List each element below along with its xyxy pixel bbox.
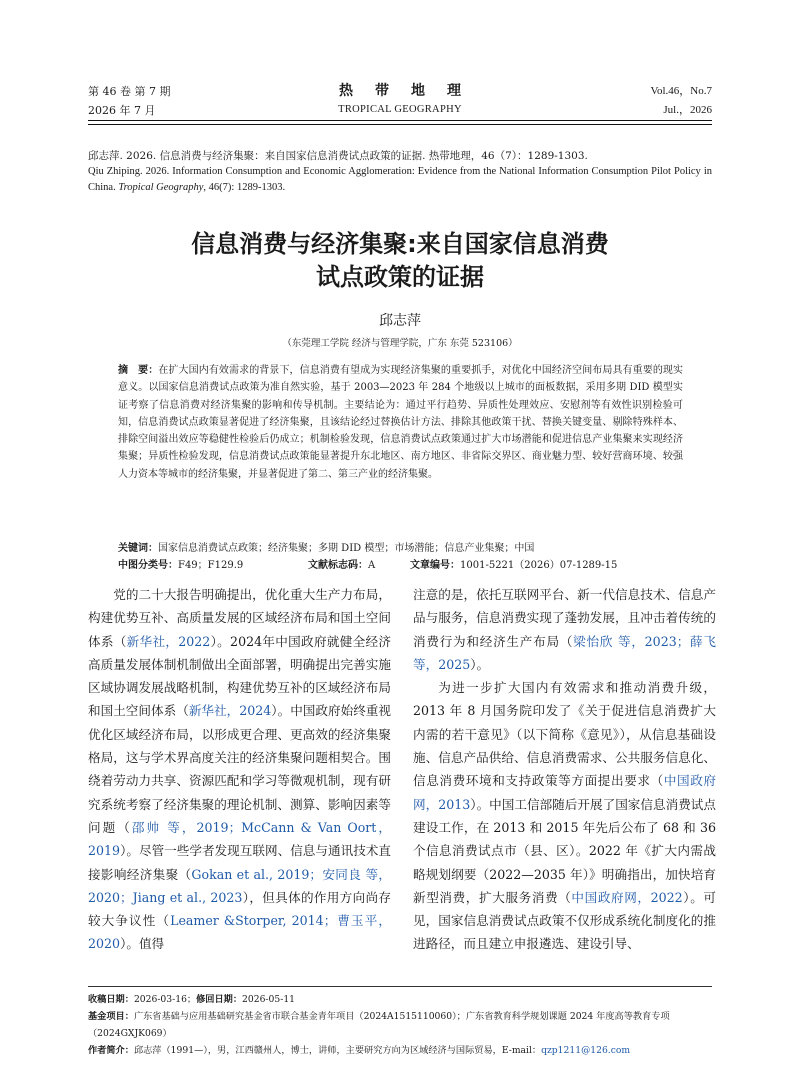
keywords-label: 关键词： <box>118 543 158 554</box>
abstract <box>118 362 683 483</box>
volume-issue-cn: 第 46 卷 第 7 期 <box>88 85 171 98</box>
header-right <box>650 82 712 120</box>
body-column-right <box>413 583 716 956</box>
journal-name-en: TROPICAL GEOGRAPHY <box>338 104 462 115</box>
body-text: ）。中国政府始终重视优化区域经济布局，以形成更合理、更高效的经济集聚格局，这与学术界高度关注的经济集聚问题相契合。围绕着劳动力共享、资源匹配和学习等微观机制，现有研究系统考察了经济集聚的理论机制、测算、影响因素等问题（ <box>88 703 391 835</box>
bio-label: 作者简介： <box>88 1045 134 1056</box>
reference-link[interactable]: 新华社，2024 <box>188 703 272 719</box>
received-label: 收稿日期： <box>88 994 134 1005</box>
doc-code-value: A <box>368 560 376 571</box>
citation-en <box>88 164 712 196</box>
body-text: 为进一步扩大国内有效需求和推动消费升级，2013 年 8 月国务院印发了《关于促进信息消费扩大内需的若干意见》（以下简称《意见》），从信息基础设施、信息产品供给、信息消费需求、公共服务信息化、信息消费环境和支持政策等方面提出要求（ <box>413 680 716 789</box>
citation-en-main: Qiu Zhiping. 2026. Information Consumption and Economic Agglomeration: Evidence from the National Information Consumption Pilot Policy in China. <box>88 166 712 193</box>
doc-code-label: 文献标志码： <box>308 560 368 571</box>
reference-link[interactable]: 邵帅 等，2019；McCann & Van Oort，2019 <box>88 819 392 859</box>
reference-link[interactable]: 新华社，2022 <box>126 633 211 649</box>
footnote-rule <box>88 986 712 987</box>
reference-link[interactable]: 中国政府网，2022 <box>571 889 683 905</box>
body-paragraph <box>413 676 716 956</box>
body-text: ）。尽管一些学者发现互联网、信息与通讯技术直接影响经济集聚（ <box>88 843 391 882</box>
body-paragraph <box>88 583 391 956</box>
article-number-value: 1001-5221（2026）07-1289-15 <box>460 560 618 571</box>
body-text: 注意的是，依托互联网平台、新一代信息技术、信息产品与服务，信息消费实现了蓬勃发展，且冲击着传统的消费行为和经济生产布局（ <box>413 587 716 649</box>
body-text: ）。可见，国家信息消费试点政策不仅形成系统化制度化的推进路径，而且建立申报遴选、建设引导、 <box>413 889 716 952</box>
clc-label: 中图分类号： <box>118 560 178 571</box>
footnote-funding <box>88 1008 712 1042</box>
body-text: 党的二十大报告明确提出，优化重大生产力布局，构建优势互补、高质量发展的区域经济布局和国土空间体系（ <box>88 587 391 649</box>
clc-value: F49；F129.9 <box>178 560 244 571</box>
abstract-text: 在扩大国内有效需求的背景下，信息消费有望成为实现经济集聚的重要抓手，对优化中国经济空间布局具有重要的现实意义。以国家信息消费试点政策为准自然实验，基于 2003—2023 年 284 个地级以上城市的面板数据，采用多期 DID 模型实证考察了信息消费对经济集聚的影响和传导机制。主要结论为：通过平行趋势、异质性处理效应、安慰剂等有效性识别检验可知，信息消费试点政策显著促进了经济集聚，且该结论经过替换估计方法、排除其他政策干扰、替换关键变量、剔除特殊样本、排除空间溢出效应等稳健性检验后仍成立；机制检验发现，信息消费试点政策通过扩大市场潜能和促进信息产业集聚来实现经济集聚；异质性检验发现，信息消费试点政策能显著提升东北地区、南方地区、非省际交界区、商业魅力型、较好营商环境、较强人力资本等城市的经济集聚，并显著促进了第二、第三产业的经济集聚。 <box>118 365 684 480</box>
abstract-label: 摘 要： <box>118 365 159 376</box>
body-text: ）。 <box>470 656 490 672</box>
keywords-text: 国家信息消费试点政策；经济集聚；多期 DID 模型；市场潜能；信息产业集聚；中国 <box>158 543 535 554</box>
paper-title <box>0 228 800 294</box>
footnote-dates <box>88 991 712 1008</box>
funding-value: 广东省基础与应用基础研究基金省市联合基金青年项目（2024A1515110060）；广东省教育科学规划课题 2024 年度高等教育专项（2024GXJK069） <box>88 1011 670 1039</box>
body-column-left <box>88 583 391 956</box>
funding-label: 基金项目： <box>88 1011 134 1022</box>
reference-link[interactable]: Leamer &Storper, 2014；曹玉平，2020 <box>88 913 392 952</box>
header-rule <box>88 120 712 125</box>
received-value: 2026-03-16； <box>133 994 197 1005</box>
reference-link[interactable]: 梁怡欣 等，2023；薛飞 等，2025 <box>413 633 717 672</box>
body-text: ）。2024年中国政府就健全经济高质量发展体制机制做出全面部署，明确提出完善实施区域协调发展战略机制，构建优势互补的区域经济布局和国土空间体系（ <box>88 633 391 719</box>
author-affiliation: （东莞理工学院 经济与管理学院，广东 东莞 523106） <box>282 338 518 349</box>
author-email-link[interactable]: qzp1211@126.com <box>541 1045 631 1056</box>
body-text: ）。值得 <box>120 936 165 952</box>
classification-line <box>118 557 683 574</box>
reference-link[interactable]: 中国政府网，2013 <box>413 773 717 812</box>
body-text: ），但具体的作用方向尚存较大争议性（ <box>88 889 391 929</box>
revised-value: 2026-05-11 <box>242 994 296 1005</box>
reference-link[interactable]: Gokan et al., 2019；安同良 等，2020；Jiang et al., 2023 <box>88 866 391 905</box>
body-text: ）。中国工信部随后开展了国家信息消费试点建设工作，在 2013 和 2015 年先后公布了 68 和 36 个信息消费试点市（县、区）。2022 年《扩大内需战略规划纲要（2022—2035 年）》明确指出，加快培育新型消费，扩大服务消费（ <box>413 796 716 905</box>
date-cn: 2026 年 7 月 <box>88 104 156 117</box>
paper-title-line2: 试点政策的证据 <box>316 263 484 291</box>
revised-label: 修回日期： <box>196 994 243 1005</box>
article-number-label: 文章编号： <box>410 560 460 571</box>
paper-title-line1: 信息消费与经济集聚:来自国家信息消费 <box>191 230 609 258</box>
bio-value: 邱志萍（1991—），男，江西赣州人，博士，讲师，主要研究方向为区域经济与国际贸易，E-mail： <box>133 1045 542 1056</box>
keywords <box>118 540 683 557</box>
citation-cn: 邱志萍. 2026. 信息消费与经济集聚：来自国家信息消费试点政策的证据. 热带地理，46（7）：1289-1303. <box>88 150 588 162</box>
citation-en-tail: , 46(7): 1289-1303. <box>203 182 286 193</box>
body-paragraph <box>413 583 716 676</box>
volume-issue-en: Vol.46，No.7 <box>650 85 712 97</box>
author-name: 邱志萍 <box>379 313 421 329</box>
date-en: Jul.，2026 <box>663 104 712 116</box>
journal-name-cn: 热带地理 <box>339 83 483 99</box>
footnote-author-bio <box>88 1042 712 1059</box>
citation-en-journal: Tropical Geography <box>118 182 204 193</box>
